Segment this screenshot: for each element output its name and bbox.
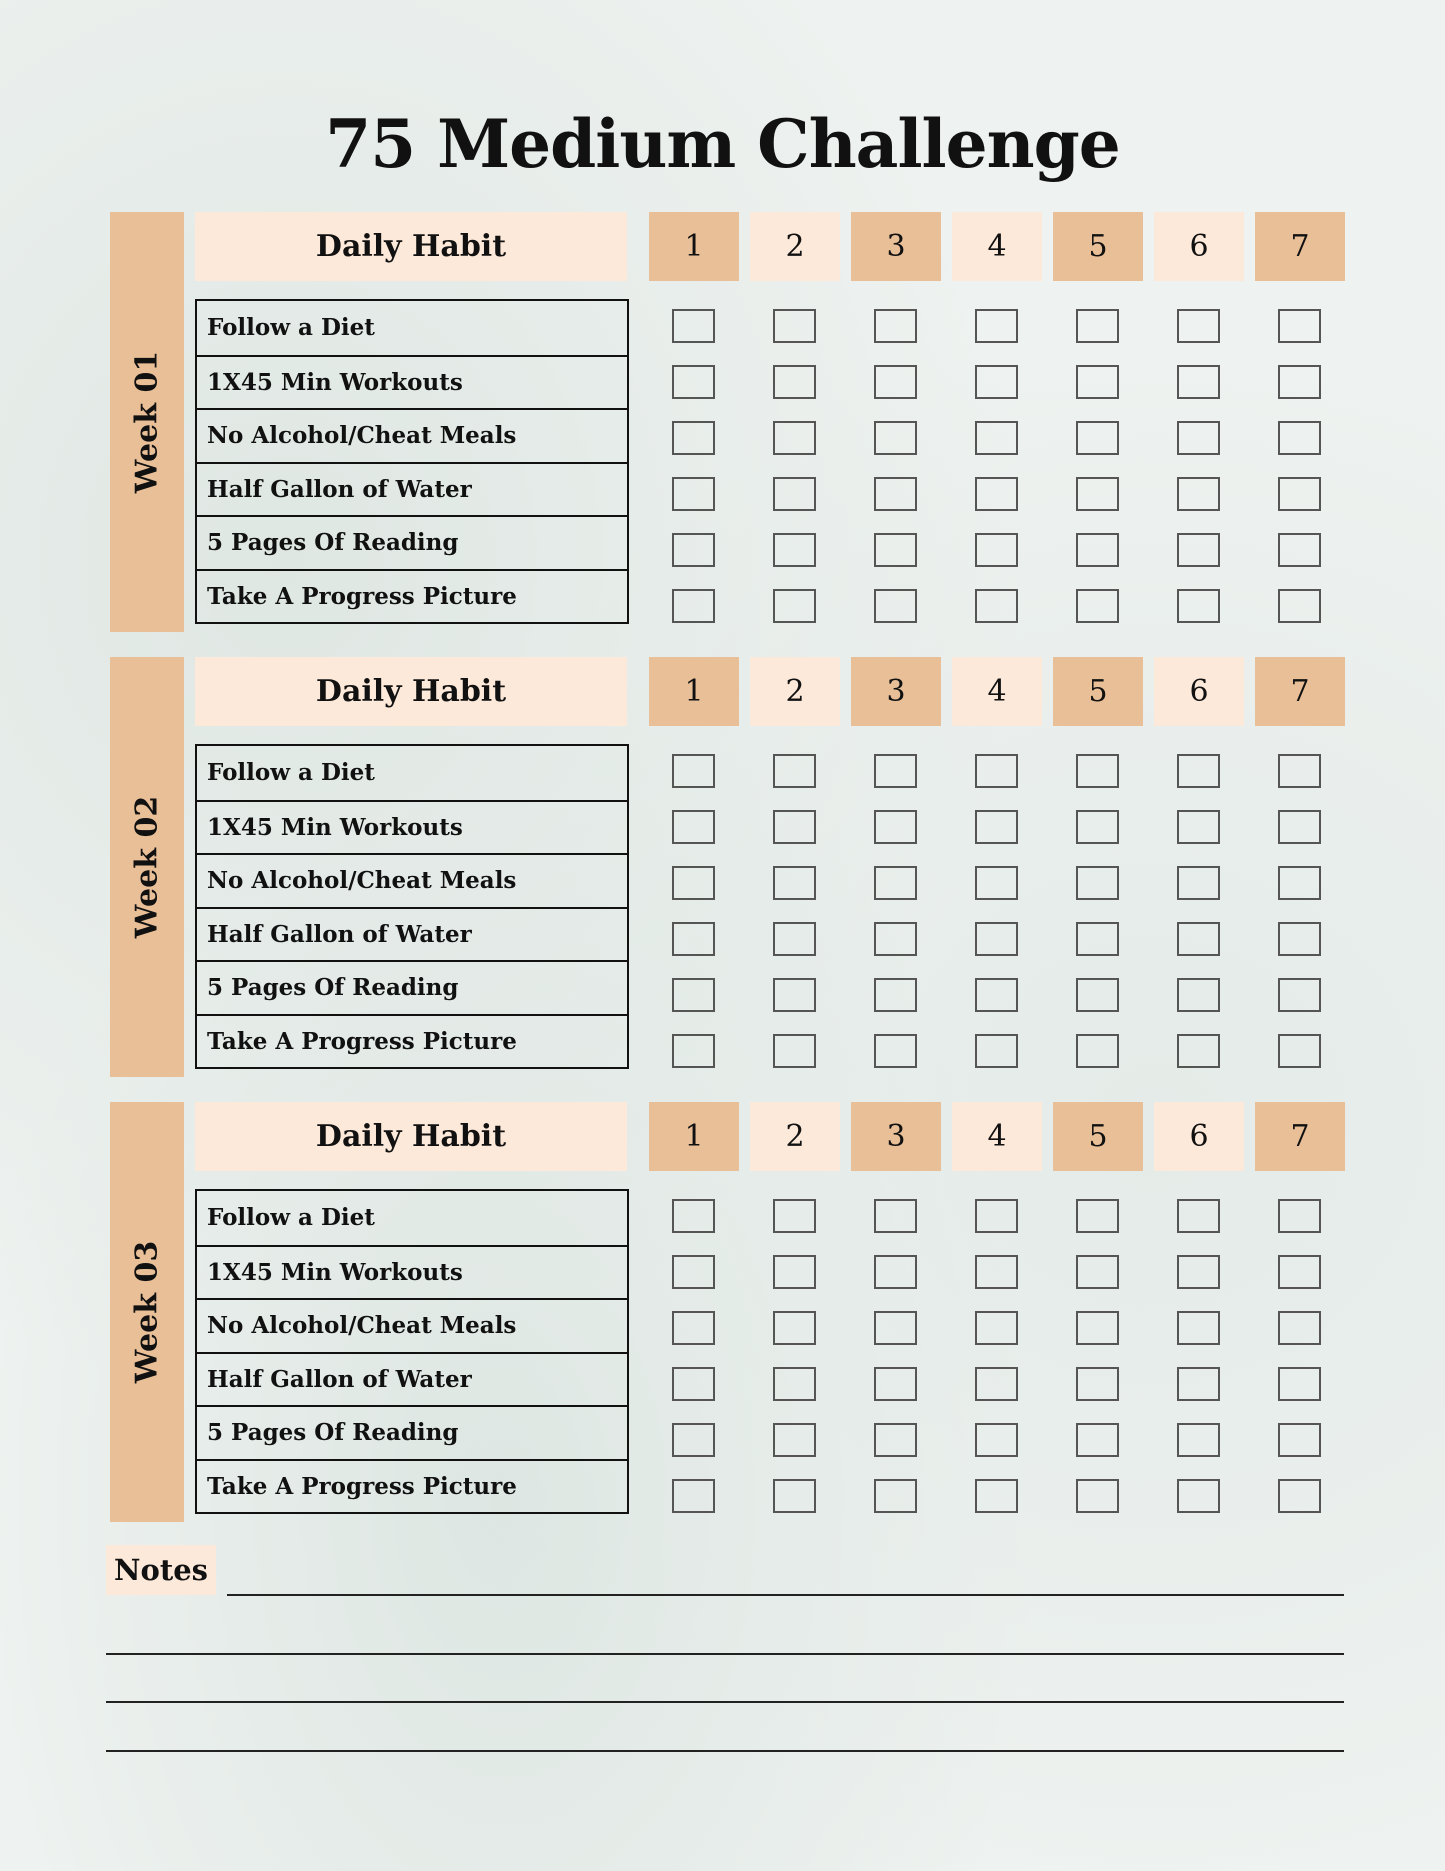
habit-checkbox[interactable]	[1076, 533, 1119, 567]
habit-checkbox[interactable]	[672, 309, 715, 343]
habit-row: 5 Pages Of Reading	[197, 960, 627, 1014]
week-label: Week 01	[129, 350, 165, 494]
habit-row: Take A Progress Picture	[197, 1014, 627, 1068]
habit-checkbox[interactable]	[1177, 589, 1220, 623]
habit-checkbox[interactable]	[1278, 365, 1321, 399]
habit-checkbox[interactable]	[975, 1423, 1018, 1457]
day-header: 6	[1154, 212, 1244, 281]
habit-row: No Alcohol/Cheat Meals	[197, 408, 627, 462]
habit-checkbox[interactable]	[1278, 1255, 1321, 1289]
habit-checkbox[interactable]	[672, 589, 715, 623]
habit-checkbox[interactable]	[975, 1367, 1018, 1401]
habit-checkbox[interactable]	[1076, 754, 1119, 788]
habit-checkbox[interactable]	[672, 533, 715, 567]
habit-checkbox[interactable]	[773, 1034, 816, 1068]
habit-checkbox[interactable]	[1076, 922, 1119, 956]
habit-checkbox[interactable]	[975, 477, 1018, 511]
notes-line[interactable]	[227, 1594, 1344, 1596]
habit-checkbox[interactable]	[874, 922, 917, 956]
day-header: 3	[851, 212, 941, 281]
habit-row: 1X45 Min Workouts	[197, 1245, 627, 1299]
habit-checkbox[interactable]	[975, 1199, 1018, 1233]
habit-checkbox[interactable]	[1177, 978, 1220, 1012]
habit-checkbox[interactable]	[1076, 1367, 1119, 1401]
day-header: 1	[649, 212, 739, 281]
habit-checkbox[interactable]	[773, 533, 816, 567]
week-label: Week 03	[129, 1240, 165, 1384]
habit-checkbox[interactable]	[773, 1199, 816, 1233]
habit-checkbox[interactable]	[975, 421, 1018, 455]
habit-table	[195, 744, 629, 1069]
habit-checkbox[interactable]	[1076, 1479, 1119, 1513]
habit-checkbox[interactable]	[975, 978, 1018, 1012]
habit-row: Follow a Diet	[207, 1204, 375, 1232]
habit-checkbox[interactable]	[975, 922, 1018, 956]
habit-checkbox[interactable]	[1278, 421, 1321, 455]
habit-checkbox[interactable]	[1278, 978, 1321, 1012]
habit-checkbox[interactable]	[874, 810, 917, 844]
day-header: 5	[1053, 657, 1143, 726]
day-header: 2	[750, 1102, 840, 1171]
habit-checkbox[interactable]	[1177, 1199, 1220, 1233]
habit-checkbox[interactable]	[773, 754, 816, 788]
day-header: 7	[1255, 657, 1345, 726]
day-header: 3	[851, 1102, 941, 1171]
habit-checkbox[interactable]	[672, 421, 715, 455]
day-header: 7	[1255, 1102, 1345, 1171]
day-header: 6	[1154, 657, 1244, 726]
habit-checkbox[interactable]	[672, 1367, 715, 1401]
day-header: 1	[649, 1102, 739, 1171]
habit-checkbox[interactable]	[975, 365, 1018, 399]
habit-checkbox[interactable]	[773, 1423, 816, 1457]
habit-row: Take A Progress Picture	[197, 1459, 627, 1513]
day-header: 4	[952, 212, 1042, 281]
day-header: 7	[1255, 212, 1345, 281]
habit-checkbox[interactable]	[672, 922, 715, 956]
habit-row: 5 Pages Of Reading	[197, 1405, 627, 1459]
week-bar	[110, 212, 184, 632]
habit-checkbox[interactable]	[672, 1479, 715, 1513]
habit-checkbox[interactable]	[672, 1311, 715, 1345]
habit-checkbox[interactable]	[874, 1199, 917, 1233]
habit-row: 1X45 Min Workouts	[197, 355, 627, 409]
habit-checkbox[interactable]	[874, 1034, 917, 1068]
habit-checkbox[interactable]	[672, 1255, 715, 1289]
habit-checkbox[interactable]	[1177, 309, 1220, 343]
day-header: 3	[851, 657, 941, 726]
page-title: 75 Medium Challenge	[325, 105, 1120, 183]
habit-checkbox[interactable]	[874, 1255, 917, 1289]
habit-checkbox[interactable]	[1076, 866, 1119, 900]
week-block	[110, 1102, 1344, 1522]
habit-checkbox[interactable]	[672, 1423, 715, 1457]
habit-checkbox[interactable]	[773, 1367, 816, 1401]
habit-checkbox[interactable]	[1177, 533, 1220, 567]
habit-checkbox[interactable]	[1177, 922, 1220, 956]
habit-row: 1X45 Min Workouts	[197, 800, 627, 854]
habit-checkbox[interactable]	[1177, 810, 1220, 844]
habit-checkbox[interactable]	[1278, 589, 1321, 623]
habit-checkbox[interactable]	[672, 1199, 715, 1233]
habit-checkbox[interactable]	[773, 1479, 816, 1513]
habit-checkbox[interactable]	[874, 477, 917, 511]
habit-checkbox[interactable]	[975, 754, 1018, 788]
daily-habit-header: Daily Habit	[195, 657, 627, 726]
habit-row: No Alcohol/Cheat Meals	[197, 1298, 627, 1352]
day-header: 2	[750, 212, 840, 281]
habit-checkbox[interactable]	[1278, 477, 1321, 511]
habit-checkbox[interactable]	[672, 866, 715, 900]
week-label: Week 02	[129, 795, 165, 939]
habit-checkbox[interactable]	[1278, 1479, 1321, 1513]
habit-checkbox[interactable]	[672, 810, 715, 844]
habit-checkbox[interactable]	[1076, 309, 1119, 343]
habit-checkbox[interactable]	[773, 477, 816, 511]
day-header: 1	[649, 657, 739, 726]
day-header: 5	[1053, 212, 1143, 281]
habit-checkbox[interactable]	[1177, 1367, 1220, 1401]
habit-checkbox[interactable]	[975, 866, 1018, 900]
habit-checkbox[interactable]	[874, 978, 917, 1012]
habit-checkbox[interactable]	[1177, 866, 1220, 900]
habit-checkbox[interactable]	[1278, 1034, 1321, 1068]
habit-checkbox[interactable]	[773, 365, 816, 399]
habit-checkbox[interactable]	[773, 1255, 816, 1289]
habit-checkbox[interactable]	[773, 1311, 816, 1345]
habit-checkbox[interactable]	[1278, 1199, 1321, 1233]
habit-checkbox[interactable]	[975, 309, 1018, 343]
habit-checkbox[interactable]	[874, 533, 917, 567]
habit-row: Follow a Diet	[207, 759, 375, 787]
habit-checkbox[interactable]	[1076, 1311, 1119, 1345]
week-block	[110, 212, 1344, 632]
habit-checkbox[interactable]	[672, 1034, 715, 1068]
habit-checkbox[interactable]	[874, 1479, 917, 1513]
habit-checkbox[interactable]	[1076, 477, 1119, 511]
habit-checkbox[interactable]	[1076, 1034, 1119, 1068]
habit-checkbox[interactable]	[975, 1479, 1018, 1513]
habit-checkbox[interactable]	[773, 589, 816, 623]
habit-row: 5 Pages Of Reading	[197, 515, 627, 569]
habit-checkbox[interactable]	[773, 866, 816, 900]
habit-checkbox[interactable]	[1076, 365, 1119, 399]
habit-checkbox[interactable]	[1076, 978, 1119, 1012]
habit-row: Half Gallon of Water	[197, 907, 627, 961]
habit-checkbox[interactable]	[773, 309, 816, 343]
habit-row: Follow a Diet	[207, 314, 375, 342]
habit-checkbox[interactable]	[874, 1423, 917, 1457]
habit-checkbox[interactable]	[773, 978, 816, 1012]
habit-row: Take A Progress Picture	[197, 569, 627, 623]
habit-checkbox[interactable]	[1278, 810, 1321, 844]
habit-checkbox[interactable]	[1076, 1255, 1119, 1289]
notes-line[interactable]	[106, 1653, 1344, 1655]
habit-checkbox[interactable]	[672, 365, 715, 399]
habit-checkbox[interactable]	[1076, 1199, 1119, 1233]
habit-checkbox[interactable]	[975, 589, 1018, 623]
day-header: 4	[952, 1102, 1042, 1171]
habit-table	[195, 1189, 629, 1514]
habit-checkbox[interactable]	[975, 810, 1018, 844]
habit-checkbox[interactable]	[672, 978, 715, 1012]
week-bar	[110, 657, 184, 1077]
habit-checkbox[interactable]	[1177, 365, 1220, 399]
notes-line[interactable]	[106, 1701, 1344, 1703]
week-bar	[110, 1102, 184, 1522]
habit-checkbox[interactable]	[1177, 421, 1220, 455]
habit-checkbox[interactable]	[1177, 1479, 1220, 1513]
habit-checkbox[interactable]	[1177, 1255, 1220, 1289]
habit-checkbox[interactable]	[1278, 1311, 1321, 1345]
day-header: 6	[1154, 1102, 1244, 1171]
habit-checkbox[interactable]	[773, 421, 816, 455]
habit-checkbox[interactable]	[1278, 1367, 1321, 1401]
habit-checkbox[interactable]	[975, 1311, 1018, 1345]
habit-checkbox[interactable]	[1278, 866, 1321, 900]
daily-habit-header: Daily Habit	[195, 1102, 627, 1171]
day-header: 2	[750, 657, 840, 726]
habit-checkbox[interactable]	[1278, 754, 1321, 788]
habit-checkbox[interactable]	[975, 1034, 1018, 1068]
notes-line[interactable]	[106, 1750, 1344, 1752]
habit-checkbox[interactable]	[874, 309, 917, 343]
habit-checkbox[interactable]	[1076, 421, 1119, 455]
week-block	[110, 657, 1344, 1077]
habit-checkbox[interactable]	[773, 922, 816, 956]
habit-checkbox[interactable]	[1278, 922, 1321, 956]
habit-checkbox[interactable]	[1076, 810, 1119, 844]
habit-checkbox[interactable]	[1278, 533, 1321, 567]
habit-checkbox[interactable]	[1278, 1423, 1321, 1457]
habit-checkbox[interactable]	[672, 754, 715, 788]
habit-checkbox[interactable]	[874, 754, 917, 788]
habit-checkbox[interactable]	[1177, 1423, 1220, 1457]
habit-checkbox[interactable]	[1177, 1311, 1220, 1345]
habit-checkbox[interactable]	[874, 365, 917, 399]
habit-row: Half Gallon of Water	[197, 1352, 627, 1406]
day-header: 5	[1053, 1102, 1143, 1171]
habit-checkbox[interactable]	[874, 1311, 917, 1345]
habit-checkbox[interactable]	[1177, 1034, 1220, 1068]
habit-checkbox[interactable]	[773, 810, 816, 844]
habit-checkbox[interactable]	[672, 477, 715, 511]
habit-checkbox[interactable]	[975, 1255, 1018, 1289]
habit-checkbox[interactable]	[1278, 309, 1321, 343]
habit-checkbox[interactable]	[874, 866, 917, 900]
habit-checkbox[interactable]	[1177, 477, 1220, 511]
habit-checkbox[interactable]	[1076, 589, 1119, 623]
notes-label: Notes	[106, 1545, 216, 1595]
habit-table	[195, 299, 629, 624]
habit-checkbox[interactable]	[874, 1367, 917, 1401]
daily-habit-header: Daily Habit	[195, 212, 627, 281]
habit-checkbox[interactable]	[1076, 1423, 1119, 1457]
habit-checkbox[interactable]	[1177, 754, 1220, 788]
habit-checkbox[interactable]	[874, 421, 917, 455]
habit-checkbox[interactable]	[975, 533, 1018, 567]
day-header: 4	[952, 657, 1042, 726]
habit-checkbox[interactable]	[874, 589, 917, 623]
habit-row: Half Gallon of Water	[197, 462, 627, 516]
habit-row: No Alcohol/Cheat Meals	[197, 853, 627, 907]
